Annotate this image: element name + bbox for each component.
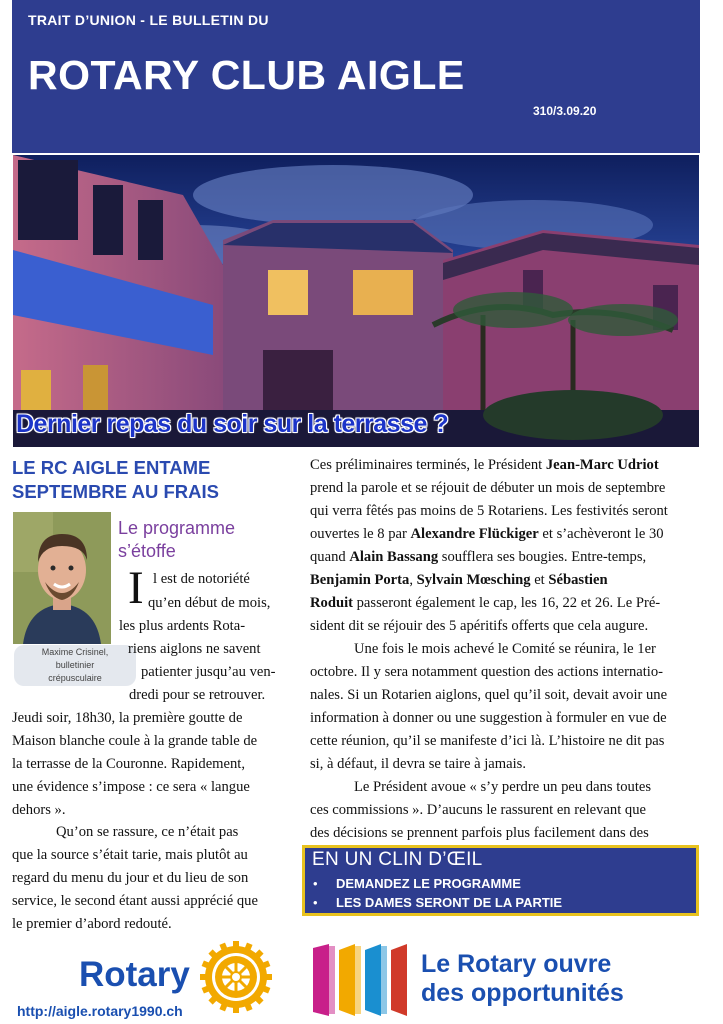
article-subhead: Le programme s’étoffe bbox=[118, 518, 236, 561]
author-portrait bbox=[13, 512, 111, 644]
rotary-tagline: Le Rotary ouvre des opportunités bbox=[421, 950, 624, 1007]
body-line: les plus ardents Rota- bbox=[119, 618, 246, 634]
name-bold: Alain Bassang bbox=[349, 549, 439, 565]
bullet-icon: • bbox=[313, 876, 318, 891]
body-line: octobre. Il y sera notamment question des actions internatio- bbox=[310, 664, 663, 680]
body-line: prend la parole et se réjouit de débuter un mois de septembre bbox=[310, 480, 666, 496]
name-bold: Sébastien bbox=[548, 572, 608, 588]
body-line: une évidence s’impose : ce sera « langue bbox=[12, 779, 250, 795]
name-bold: Sylvain Mœsching bbox=[416, 572, 531, 588]
portrait-caption: Maxime Crisinel, bulletinier crépusculaire bbox=[14, 645, 136, 686]
body-line: Qu’on se rassure, ce n’était pas bbox=[56, 824, 239, 840]
body-line: que la source s’était tarie, mais plutôt au bbox=[12, 847, 248, 863]
body-line: Roduit passeront également le cap, les 16, 22 et 26. Le Pré- bbox=[310, 595, 661, 611]
body-line: Une fois le mois achevé le Comité se réunira, le 1er bbox=[354, 641, 656, 657]
body-line: patienter jusqu’au ven- bbox=[141, 664, 276, 680]
club-title: ROTARY CLUB AIGLE bbox=[28, 52, 465, 98]
at-a-glance-title: EN UN CLIN D’ŒIL bbox=[312, 849, 483, 870]
body-line: dehors ». bbox=[12, 802, 66, 818]
body-line: si, à défaut, il devra se taire à jamais. bbox=[310, 756, 526, 772]
body-line: information à donner ou une suggestion à formuler en vue de bbox=[310, 710, 667, 726]
body-line: ces commissions ». D’aucuns le rassurent en relevant que bbox=[310, 802, 646, 818]
bullet-icon: • bbox=[313, 895, 318, 910]
body-line: la terrasse de la Couronne. Rapidement, bbox=[12, 756, 246, 772]
body-line: ouvertes le 8 par Alexandre Flückiger et s’achèveront le 30 bbox=[310, 526, 664, 542]
bulletin-kicker: TRAIT D’UNION - LE BULLETIN DU bbox=[28, 12, 269, 28]
article-headline bbox=[12, 456, 297, 504]
at-a-glance-item: LES DAMES SERONT DE LA PARTIE bbox=[336, 895, 563, 910]
body-line: cette réunion, qu’il se manifeste d’ici là. L’histoire ne dit pas bbox=[310, 733, 665, 749]
body-line: des décisions se prennent parfois plus facilement dans des bbox=[310, 825, 649, 841]
rotary-wheel-icon bbox=[199, 940, 273, 1014]
body-line: regard du menu du jour et du lieu de son bbox=[12, 870, 249, 886]
issue-number: 310/3.09.20 bbox=[533, 104, 597, 118]
body-line: le premier d’abord redouté. bbox=[12, 916, 172, 932]
name-bold: Jean-Marc Udriot bbox=[545, 457, 659, 473]
body-line: dredi pour se retrouver. bbox=[129, 687, 266, 703]
body-line: quand Alain Bassang soufflera ses bougies. Entre-temps, bbox=[310, 549, 647, 565]
body-line: nales. Si un Rotarien aiglons, quel qu’il soit, devait avoir une bbox=[310, 687, 668, 703]
body-line: riens aiglons ne savent bbox=[128, 641, 261, 657]
rotary-wordmark: Rotary bbox=[79, 955, 190, 994]
name-bold: Alexandre Flückiger bbox=[410, 526, 539, 542]
at-a-glance-item: DEMANDEZ LE PROGRAMME bbox=[336, 876, 521, 891]
body-line: qui verra fêtés pas moins de 5 Rotariens. Les festivités seront bbox=[310, 503, 668, 519]
name-bold: Roduit bbox=[310, 595, 353, 611]
drop-cap: I bbox=[128, 562, 144, 614]
body-line: Maison blanche coule à la grande table de bbox=[12, 733, 258, 749]
body-line: Jeudi soir, 18h30, la première goutte de bbox=[12, 710, 243, 726]
body-line: Le Président avoue « s’y perdre un peu dans toutes bbox=[354, 779, 652, 795]
body-line: l est de notoriété bbox=[153, 571, 250, 587]
doors-logo-icon bbox=[311, 942, 411, 1018]
body-line: service, le second étant aussi apprécié que bbox=[12, 893, 258, 909]
body-line: qu’en début de mois, bbox=[148, 595, 271, 611]
name-bold: Benjamin Porta bbox=[310, 572, 410, 588]
headline-line: LE RC AIGLE ENTAME bbox=[12, 457, 211, 478]
body-line: Ces préliminaires terminés, le Président Jean-Marc Udriot bbox=[310, 457, 659, 473]
hero-caption: Dernier repas du soir sur la terrasse ? bbox=[16, 410, 449, 438]
club-website-link[interactable]: http://aigle.rotary1990.ch bbox=[17, 1003, 183, 1019]
hero-photo bbox=[13, 155, 699, 447]
body-line: sident dit se réjouir des 5 apéritifs offerts que cela augure. bbox=[310, 618, 649, 634]
headline-line: SEPTEMBRE AU FRAIS bbox=[12, 481, 219, 502]
body-line: Benjamin Porta, Sylvain Mœsching et Sébastien bbox=[310, 572, 608, 588]
